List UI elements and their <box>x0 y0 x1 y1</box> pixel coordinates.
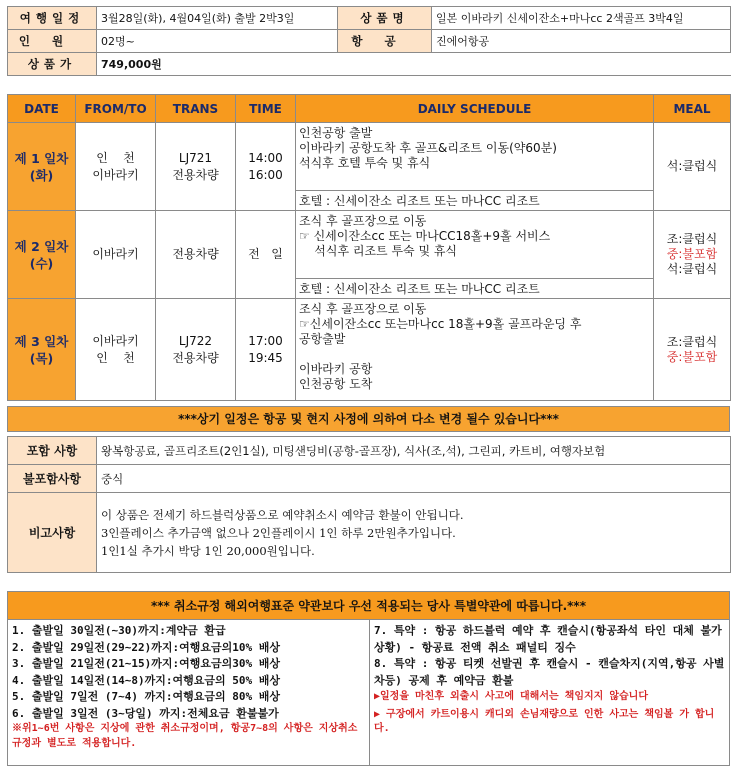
day-2-trans: 전용차량 <box>156 211 236 299</box>
col-meal: MEAL <box>654 95 731 123</box>
cancellation-right-list <box>370 620 729 765</box>
day-3-row <box>8 299 731 401</box>
people-label: 인원 <box>8 30 97 53</box>
col-date: DATE <box>8 95 76 123</box>
airline-value: 진에어항공 <box>432 30 731 53</box>
day-3-meals: 조:클럽식 중:불포함 <box>654 299 731 401</box>
trip-date-value: 3월28일(화), 4월04일(화) 출발 2박3일 <box>97 7 338 30</box>
list-item: 3. 출발일 21일전(21~15)까지:여행요금의30% 배상 <box>12 657 280 670</box>
day-1-trans: LJ721 전용차량 <box>156 123 236 211</box>
cancellation-left-list <box>8 620 370 765</box>
day-3-time: 17:00 19:45 <box>236 299 296 401</box>
price-label: 상품가 <box>8 53 97 76</box>
list-item: 4. 출발일 14일전(14~8)까지:여행요금의 50% 배상 <box>12 673 280 687</box>
daily-schedule-table <box>7 94 731 401</box>
cancellation-left-note: ※위1~6번 사항은 지상에 관한 취소규정이며, 항공7~8의 사항은 지상취소 규정과 별도로 적용합니다. <box>12 723 358 749</box>
day-2-from-to: 이바라키 <box>76 211 156 299</box>
cancellation-title: *** 취소규정 해외여행표준 약관보다 우선 적용되는 당사 특별약관에 따릅니다.*** <box>8 592 729 620</box>
cancellation-right-note: ▶ 구장에서 카트이용시 캐디외 손님재량으로 인한 사고는 책임볼 가 합니다. <box>374 708 715 734</box>
day-3-from-to: 이바라키 인 천 <box>76 299 156 401</box>
list-item: 6. 출발일 3일전 (3~당일) 까지:전체요금 환불불가 <box>12 706 279 720</box>
included-label: 포함 사항 <box>8 437 97 465</box>
col-trans: TRANS <box>156 95 236 123</box>
trip-header-table <box>7 6 731 76</box>
product-name-label: 상품명 <box>338 7 432 30</box>
day-3-trans: LJ722 전용차량 <box>156 299 236 401</box>
day-1-label: 제 1 일차 (화) <box>8 123 76 211</box>
cancellation-right-note: ▶일정을 마친후 외출시 사고에 대해서는 책임지지 않습니다 <box>374 691 648 702</box>
day-2-details: 조식 후 골프장으로 이동 ☞ 신세이잔소cc 또는 마나CC18홀+9홀 서비스 석식후 리조트 투숙 및 휴식 <box>296 211 654 279</box>
product-name-value: 일본 이바라키 신세이잔소+마나cc 2색골프 3박4일 <box>432 7 731 30</box>
cancellation-rules <box>7 591 730 766</box>
day-1-meals: 석:클럽식 <box>654 123 731 211</box>
day-3-label: 제 3 일차 (목) <box>8 299 76 401</box>
remarks-label: 비고사항 <box>8 493 97 573</box>
trip-date-label: 여행일정 <box>8 7 97 30</box>
list-item: 2. 출발일 29일전(29~22)까지:여행요금의10% 배상 <box>12 640 280 654</box>
day-2-meals: 조:클럽식 중:불포함 석:클럽식 <box>654 211 731 299</box>
schedule-header-row <box>8 95 731 123</box>
list-item: 7. 특약 : 항공 하드블럭 예약 후 캔슬시(항공좌석 타인 대체 불가 상황) - 항공료 전액 취소 패널티 징수 <box>374 624 722 654</box>
col-from-to: FROM/TO <box>76 95 156 123</box>
day-1-row <box>8 123 731 191</box>
list-item: 5. 출발일 7일전 (7~4) 까지:여행요금의 80% 배상 <box>12 690 280 703</box>
price-value: 749,000원 <box>97 53 731 76</box>
day-2-time: 전 일 <box>236 211 296 299</box>
excluded-value: 중식 <box>97 465 731 493</box>
schedule-change-notice: ***상기 일정은 항공 및 현지 사정에 의하여 다소 변경 될수 있습니다*** <box>7 406 730 432</box>
col-time: TIME <box>236 95 296 123</box>
list-item: 8. 특약 : 항공 티켓 선발권 후 캔슬시 - 캔슬차지(지역,항공 사별 차등) 공제 후 예약금 환불 <box>374 657 725 687</box>
included-info-table <box>7 436 731 573</box>
day-2-hotel: 호텔 : 신세이잔소 리조트 또는 마나CC 리조트 <box>296 279 654 299</box>
col-daily-schedule: DAILY SCHEDULE <box>296 95 654 123</box>
list-item: 1. 출발일 30일전(~30)까지:계약금 환급 <box>12 624 226 637</box>
included-value: 왕복항공료, 골프리조트(2인1실), 미팅샌딩비(공항-골프장), 식사(조,석), 그린피, 카트비, 여행자보험 <box>97 437 731 465</box>
excluded-label: 불포함사항 <box>8 465 97 493</box>
day-1-hotel: 호텔 : 신세이잔소 리조트 또는 마나CC 리조트 <box>296 191 654 211</box>
day-1-time: 14:00 16:00 <box>236 123 296 211</box>
day-1-details: 인천공항 출발 이바라키 공항도착 후 골프&리조트 이동(약60분) 석식후 호텔 투숙 및 휴식 <box>296 123 654 191</box>
day-2-row <box>8 211 731 279</box>
day-3-details: 조식 후 골프장으로 이동 ☞신세이잔소cc 또는마나cc 18홀+9홀 골프라운딩 후 공항출발 이바라키 공항 인천공항 도착 <box>296 299 654 401</box>
remarks-value: 이 상품은 전세기 하드블럭상품으로 예약취소시 예약금 환불이 안됩니다. 3인플레이스 추가금액 없으나 2인플레이시 1인 하루 2만원추가입니다. 1인1실 추가시 박당 1인 20,000원입니다. <box>97 493 731 573</box>
day-1-from-to: 인 천 이바라키 <box>76 123 156 211</box>
people-value: 02명~ <box>97 30 338 53</box>
airline-label: 항공 <box>338 30 432 53</box>
day-2-label: 제 2 일차 (수) <box>8 211 76 299</box>
